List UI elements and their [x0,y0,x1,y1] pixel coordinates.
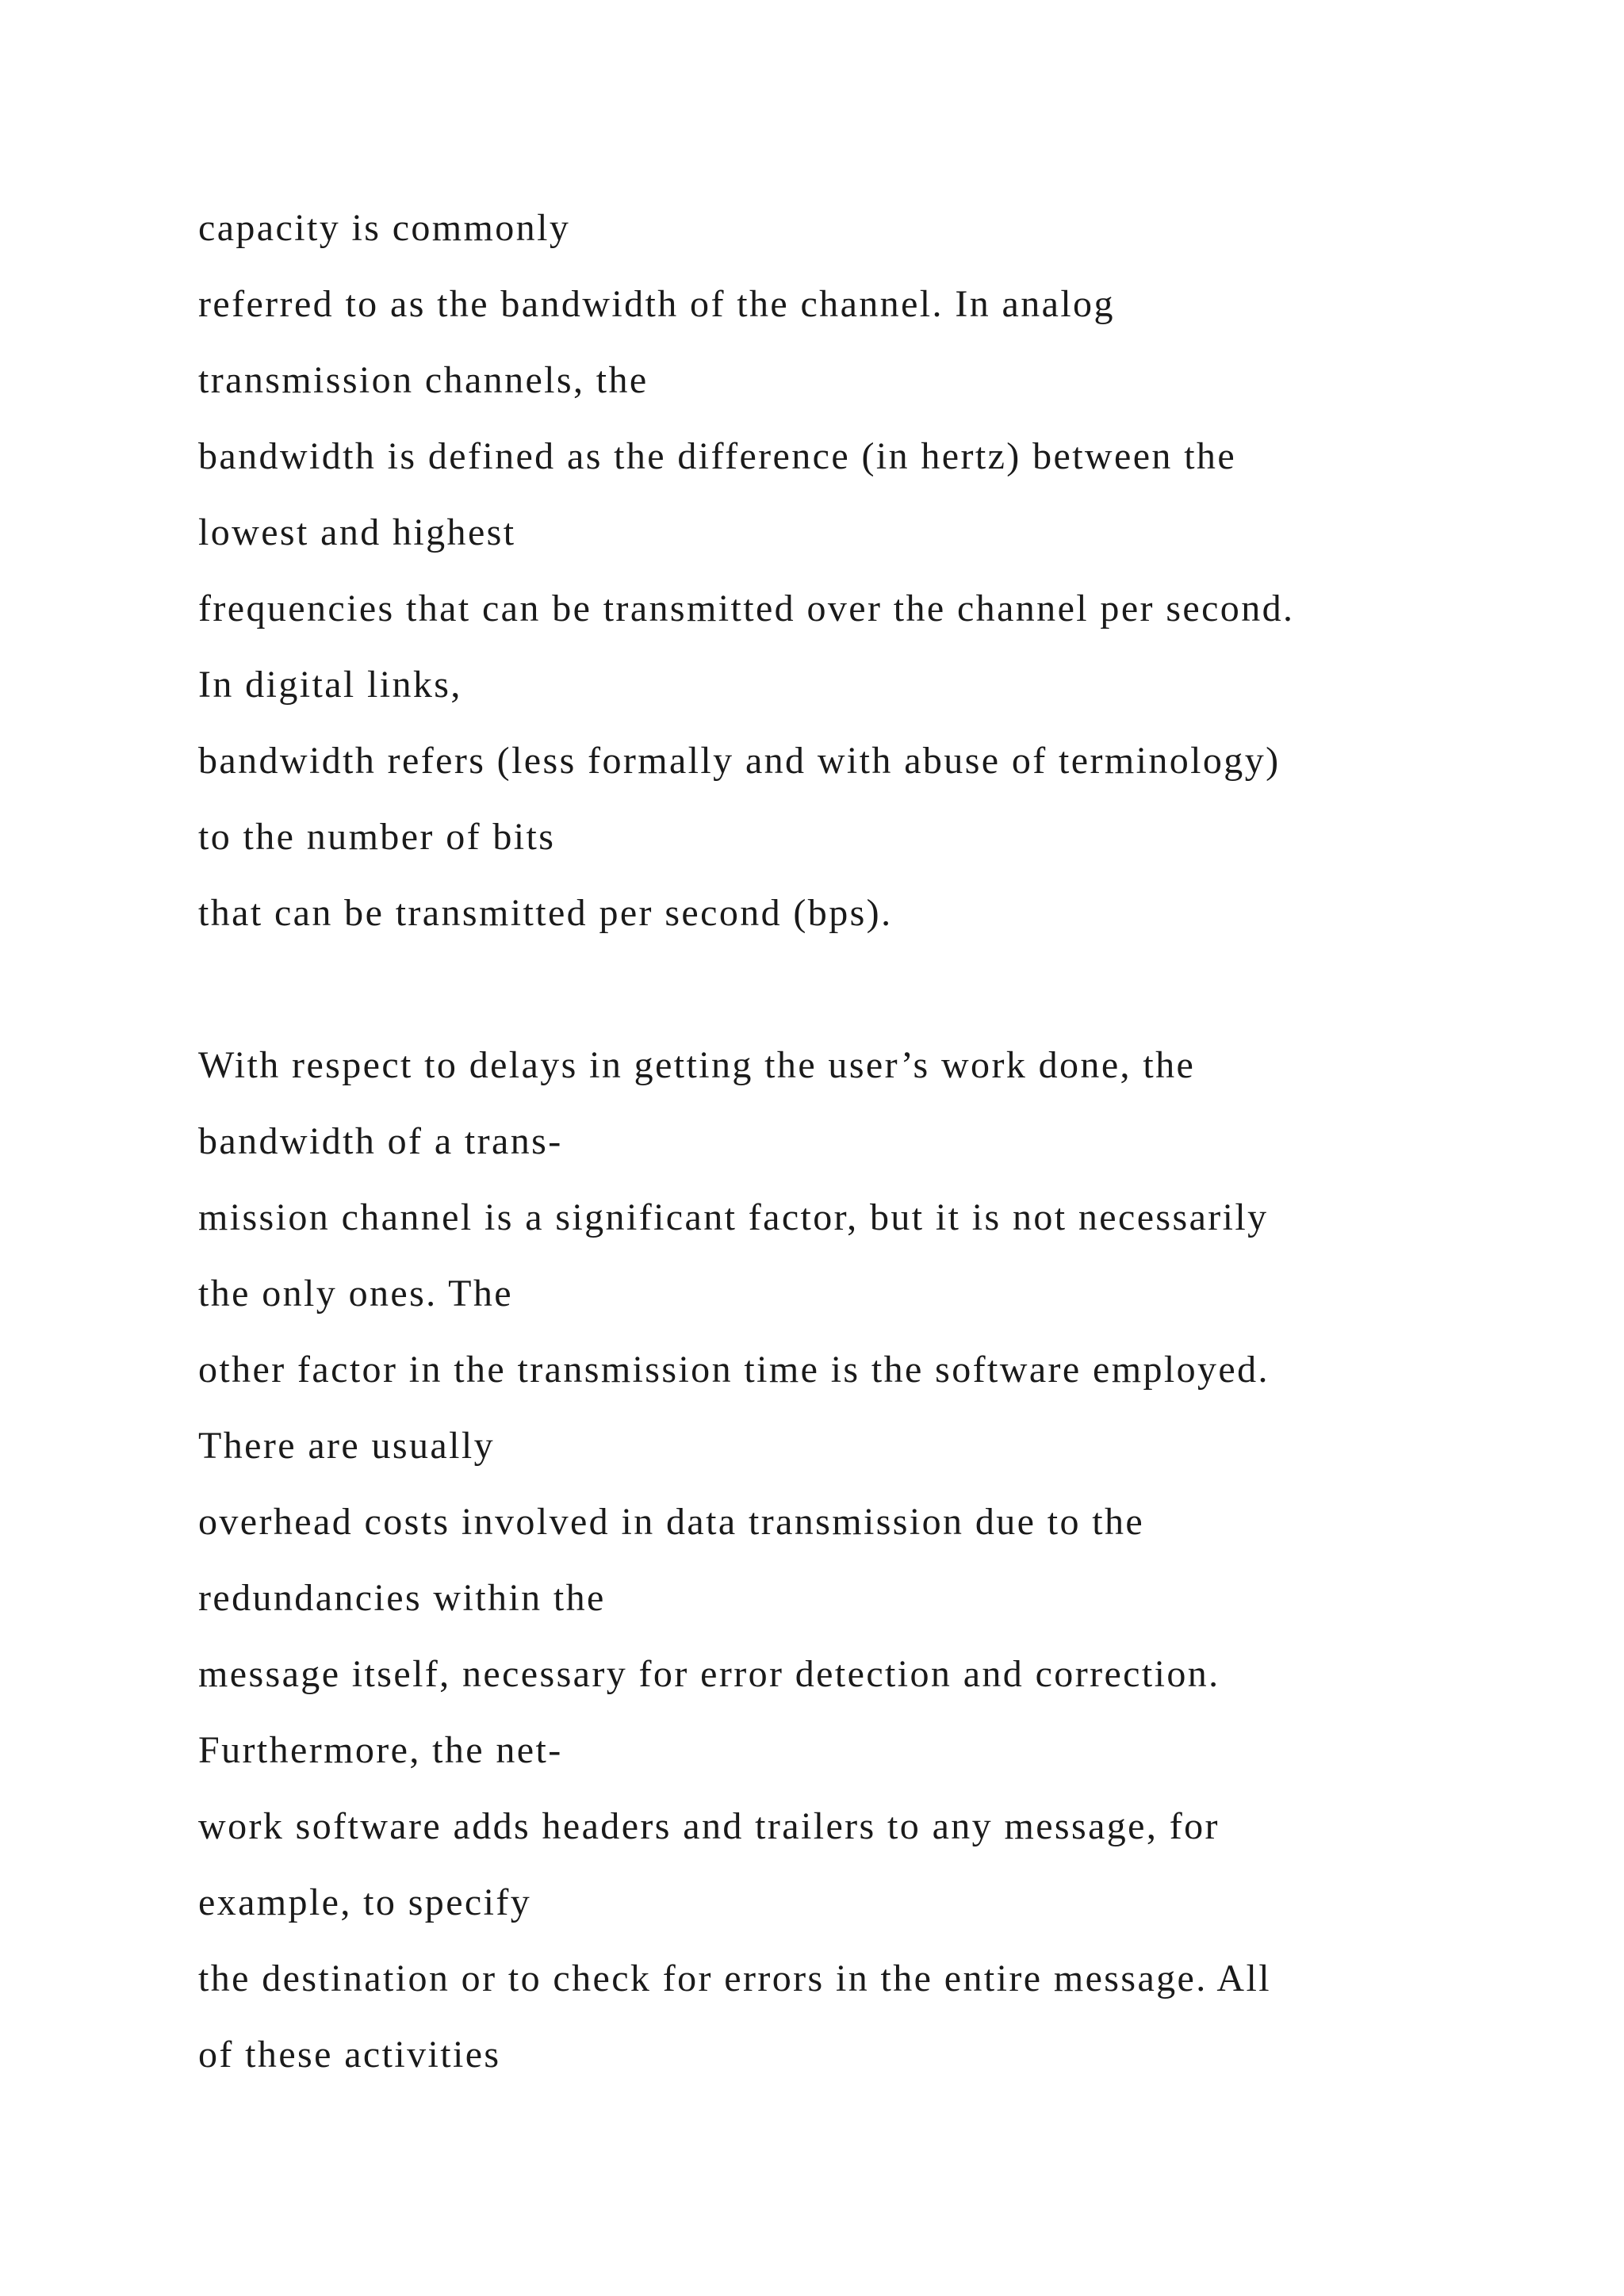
body-text [198,190,1546,2093]
paragraph-spacer [198,951,1546,1027]
text-line: that can be transmitted per second (bps). [198,892,893,934]
text-line: frequencies that can be transmitted over the channel per second. [198,587,1295,629]
text-line: With respect to delays in getting the user’s work done, the [198,1044,1196,1086]
text-line: transmission channels, the [198,359,649,401]
text-line: redundancies within the [198,1577,606,1619]
text-line: bandwidth of a trans- [198,1120,563,1162]
text-line: example, to specify [198,1881,532,1923]
text-line: to the number of bits [198,816,556,858]
text-line: capacity is commonly [198,207,571,249]
text-line: In digital links, [198,664,462,706]
text-line: bandwidth refers (less formally and with abuse of terminology) [198,740,1281,782]
text-line: There are usually [198,1425,495,1467]
text-line: Furthermore, the net- [198,1729,563,1771]
text-line: referred to as the bandwidth of the channel. In analog [198,283,1115,325]
text-line: other factor in the transmission time is the software employed. [198,1349,1270,1391]
text-line: bandwidth is defined as the difference (in hertz) between the [198,435,1237,477]
text-line: lowest and highest [198,511,516,553]
text-line: message itself, necessary for error detection and correction. [198,1653,1220,1695]
text-line: work software adds headers and trailers to any message, for [198,1805,1220,1847]
text-line: of these activities [198,2034,501,2076]
text-line: mission channel is a significant factor, but it is not necessarily [198,1196,1269,1238]
text-line: the destination or to check for errors in the entire message. All [198,1957,1271,1999]
text-line: overhead costs involved in data transmission due to the [198,1501,1145,1543]
paragraph-bandwidth-definition [198,190,1546,951]
paragraph-transmission-delays [198,1027,1546,2093]
text-line: the only ones. The [198,1272,513,1314]
